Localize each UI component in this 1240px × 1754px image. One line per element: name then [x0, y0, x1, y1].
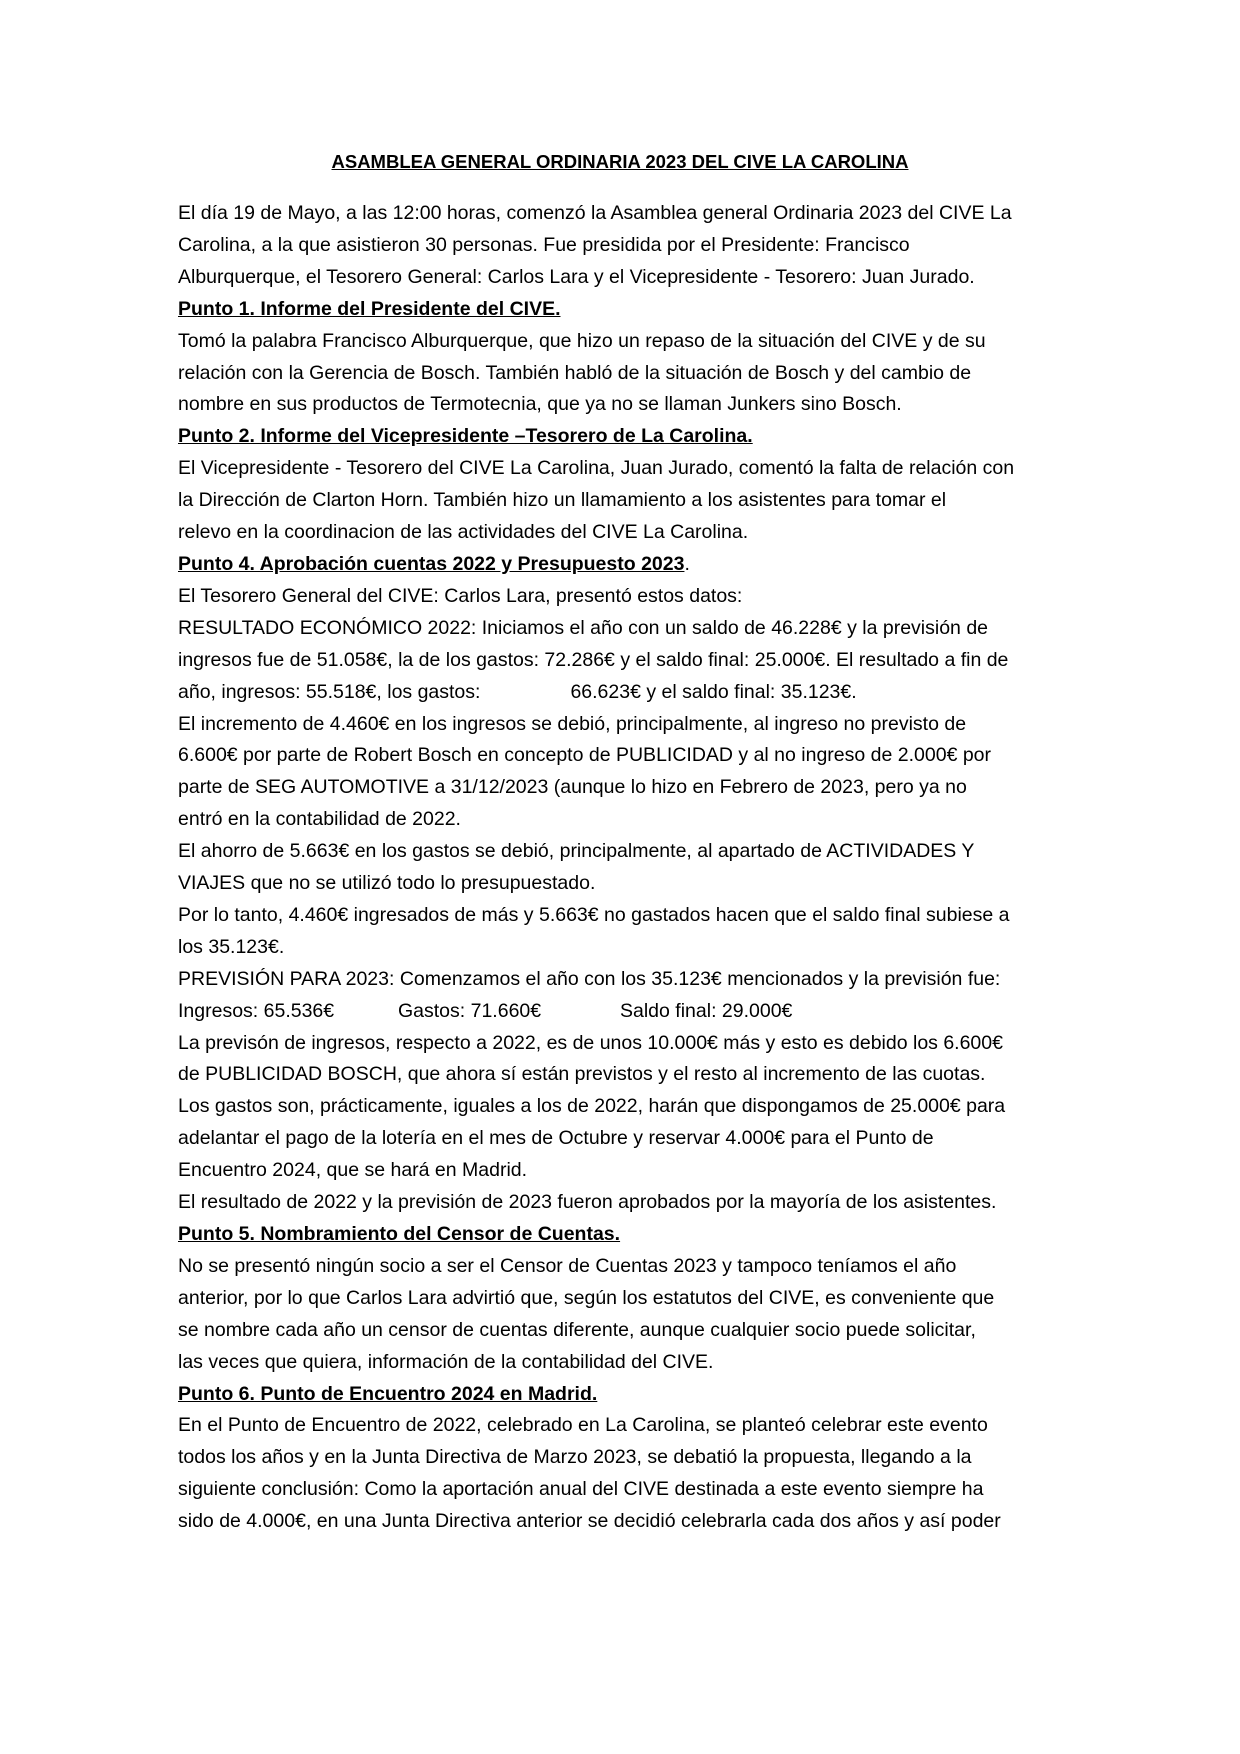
paragraph-line: 6.600€ por parte de Robert Bosch en concepto de PUBLICIDAD y al no ingreso de 2.000€ por	[178, 744, 992, 767]
paragraph-line: sido de 4.000€, en una Junta Directiva anterior se decidió celebrarla cada dos años y así poder	[178, 1510, 1001, 1533]
paragraph-line: se nombre cada año un censor de cuentas diferente, aunque cualquier socio puede solicitar,	[178, 1318, 976, 1341]
intro-line: Alburquerque, el Tesorero General: Carlos Lara y el Vicepresidente - Tesorero: Juan Jurado.	[178, 265, 975, 288]
paragraph-line: relación con la Gerencia de Bosch. También habló de la situación de Bosch y del cambio de	[178, 361, 972, 384]
section-heading-punto-1	[178, 294, 1078, 326]
paragraph-line: nombre en sus productos de Termotecnia, que ya no se llaman Junkers sino Bosch.	[178, 393, 902, 416]
paragraph-line: RESULTADO ECONÓMICO 2022: Iniciamos el año con un saldo de 46.228€ y la previsión de	[178, 616, 989, 639]
paragraph-line: relevo en la coordinacion de las actividades del CIVE La Carolina.	[178, 521, 749, 544]
section-heading-punto-2	[178, 421, 1078, 453]
intro-line: El día 19 de Mayo, a las 12:00 horas, comenzó la Asamblea general Ordinaria 2023 del CIVE La	[178, 202, 1012, 224]
tabbed-text-b: 66.623€ y el saldo final: 35.123€.	[570, 680, 857, 703]
paragraph-line: la Dirección de Clarton Horn. También hizo un llamamiento a los asistentes para tomar el	[178, 489, 947, 512]
paragraph-line: La previsón de ingresos, respecto a 2022, es de unos 10.000€ más y esto es debido los 6.600€	[178, 1031, 1003, 1054]
heading-text: Punto 4. Aprobación cuentas 2022 y Presupuesto 2023	[178, 552, 685, 575]
paragraph-line: VIAJES que no se utilizó todo lo presupuestado.	[178, 872, 596, 895]
paragraph-line: El incremento de 4.460€ en los ingresos se debió, principalmente, al ingreso no previsto de	[178, 712, 967, 735]
paragraph-line-tabbed	[178, 677, 1078, 709]
paragraph-line: En el Punto de Encuentro de 2022, celebrado en La Carolina, se planteó celebrar este evento	[178, 1414, 988, 1437]
paragraph-line: El Vicepresidente - Tesorero del CIVE La Carolina, Juan Jurado, comentó la falta de relación con	[178, 457, 1015, 480]
paragraph-line: El ahorro de 5.663€ en los gastos se debió, principalmente, al apartado de ACTIVIDADES Y	[178, 840, 975, 863]
paragraph-line: Los gastos son, prácticamente, iguales a los de 2022, harán que dispongamos de 25.000€ para	[178, 1095, 1006, 1118]
heading-text: Punto 2. Informe del Vicepresidente –Tesorero de La Carolina.	[178, 425, 753, 448]
paragraph-line: Encuentro 2024, que se hará en Madrid.	[178, 1159, 528, 1182]
paragraph-line: entró en la contabilidad de 2022.	[178, 808, 461, 831]
paragraph-line: los 35.123€.	[178, 935, 285, 958]
paragraph-line: siguiente conclusión: Como la aportación anual del CIVE destinada a este evento siempre ha	[178, 1478, 984, 1501]
forecast-gastos: Gastos: 71.660€	[398, 999, 542, 1022]
paragraph-line: las veces que quiera, información de la contabilidad del CIVE.	[178, 1350, 714, 1373]
paragraph-line: adelantar el pago de la lotería en el mes de Octubre y reservar 4.000€ para el Punto de	[178, 1127, 934, 1150]
paragraph-line: PREVISIÓN PARA 2023: Comenzamos el año con los 35.123€ mencionados y la previsión fue:	[178, 967, 1001, 990]
heading-text: Punto 6. Punto de Encuentro 2024 en Madrid.	[178, 1382, 598, 1405]
forecast-line	[178, 996, 1078, 1028]
tabbed-text-a: año, ingresos: 55.518€, los gastos:	[178, 680, 481, 703]
document-body	[178, 198, 1078, 1538]
paragraph-line: El Tesorero General del CIVE: Carlos Lara, presentó estos datos:	[178, 584, 743, 607]
heading-period: .	[684, 552, 690, 575]
paragraph-line: Por lo tanto, 4.460€ ingresados de más y 5.663€ no gastados hacen que el saldo final subiese a	[178, 903, 1010, 926]
paragraph-line: ingresos fue de 51.058€, la de los gastos: 72.286€ y el saldo final: 25.000€. El resultado a fin de	[178, 648, 1009, 671]
document-title: ASAMBLEA GENERAL ORDINARIA 2023 DEL CIVE LA CAROLINA	[331, 151, 909, 172]
forecast-ingresos: Ingresos: 65.536€	[178, 999, 335, 1022]
forecast-saldo: Saldo final: 29.000€	[620, 999, 793, 1022]
intro-line: Carolina, a la que asistieron 30 personas. Fue presidida por el Presidente: Francisco	[178, 233, 910, 256]
paragraph-line: El resultado de 2022 y la previsión de 2023 fueron aprobados por la mayoría de los asistentes.	[178, 1191, 997, 1214]
paragraph-line: Tomó la palabra Francisco Alburquerque, que hizo un repaso de la situación del CIVE y de su	[178, 329, 986, 352]
paragraph-line: No se presentó ningún socio a ser el Censor de Cuentas 2023 y tampoco teníamos el año	[178, 1254, 957, 1277]
section-heading-punto-6	[178, 1379, 1078, 1411]
section-heading-punto-4	[178, 549, 1078, 581]
paragraph-line: parte de SEG AUTOMOTIVE a 31/12/2023 (aunque lo hizo en Febrero de 2023, pero ya no	[178, 776, 967, 799]
paragraph-line: anterior, por lo que Carlos Lara advirtió que, según los estatutos del CIVE, es conveniente que	[178, 1286, 995, 1309]
heading-text: Punto 1. Informe del Presidente del CIVE.	[178, 297, 561, 320]
section-heading-punto-5	[178, 1219, 1078, 1251]
paragraph-line: todos los años y en la Junta Directiva de Marzo 2023, se debatió la propuesta, llegando a la	[178, 1446, 972, 1469]
paragraph-line: de PUBLICIDAD BOSCH, que ahora sí están previstos y el resto al incremento de las cuotas.	[178, 1063, 986, 1086]
heading-text: Punto 5. Nombramiento del Censor de Cuentas.	[178, 1223, 621, 1245]
